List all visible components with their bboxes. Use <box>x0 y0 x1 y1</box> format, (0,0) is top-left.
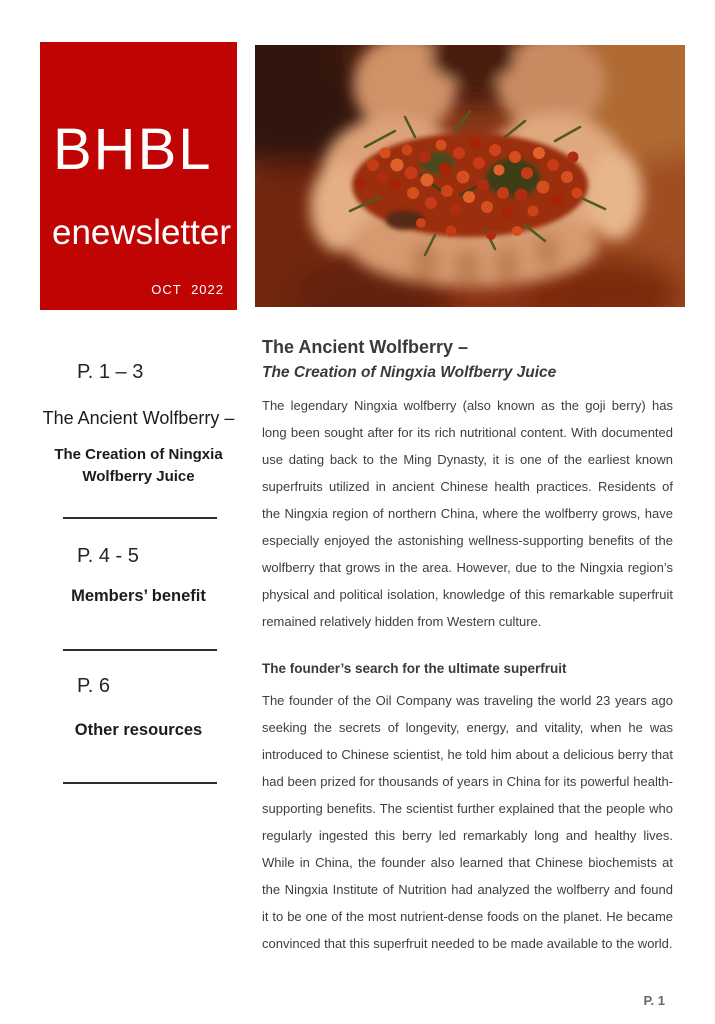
newsletter-banner <box>40 42 237 310</box>
toc-title-other-resources: Other resources <box>74 721 203 739</box>
wolfberry-hands-illustration <box>255 45 685 307</box>
hero-photo-wolfberries <box>255 45 685 307</box>
toc-divider-3 <box>63 782 217 784</box>
article-main <box>262 336 673 957</box>
article-subheading: The Creation of Ningxia Wolfberry Juice <box>262 364 557 381</box>
banner-title: BHBL <box>53 117 213 182</box>
banner-subtitle: enewsletter <box>52 213 231 252</box>
toc-divider-2 <box>63 649 217 651</box>
table-of-contents <box>40 310 237 810</box>
toc-subtitle-creation: The Creation of Ningxia <box>54 446 223 463</box>
toc-divider-1 <box>63 517 217 519</box>
toc-subtitle-juice: Wolfberry Juice <box>82 468 195 485</box>
page-number: P. 1 <box>643 993 665 1008</box>
toc-pages-2: P. 4 - 5 <box>77 545 139 567</box>
article-section2-heading: The founder’s search for the ultimate superfruit <box>262 661 567 676</box>
toc-title-wolfberry: The Ancient Wolfberry – <box>42 408 235 428</box>
article-paragraph-1: The legendary Ningxia wolfberry (also known as the goji berry) has long been sought after for its rich nutritional content. With documented use dating back to the Ming Dynasty, it is one of the earliest known superfruits utilized in ancient Chinese health practices. Residents of the Ningxia region of northern China, where the wolfberry grows, have especially enjoyed the astonishing wellness-supporting benefits of the wolfberry that grows in the area. However, due to the Ningxia region’s physical and political isolation, knowledge of this remarkable superfruit remained relatively hidden from Western culture. <box>262 398 673 629</box>
article-heading: The Ancient Wolfberry – <box>262 337 469 357</box>
toc-pages-3: P. 6 <box>77 675 110 697</box>
toc-title-members-benefit: Members’ benefit <box>71 587 206 605</box>
article-paragraph-2: The founder of the Oil Company was traveling the world 23 years ago seeking the secrets of longevity, energy, and vitality, when he was introduced to Chinese scientist, he told him about a delicious berry that had been prized for thousands of years in China for its powerful health-supporting benefits. The scientist further explained that the people who regularly ingested this berry led remarkably long and healthy lives. While in China, the founder also learned that Chinese biochemists at the Ningxia Institute of Nutrition had analyzed the wolfberry and found it to be one of the most nutrient-dense foods on the planet. He became convinced that this superfruit needed to be made available to the world. <box>262 693 673 951</box>
banner-date: OCT 2022 <box>151 282 224 297</box>
toc-pages-1: P. 1 – 3 <box>77 361 144 383</box>
